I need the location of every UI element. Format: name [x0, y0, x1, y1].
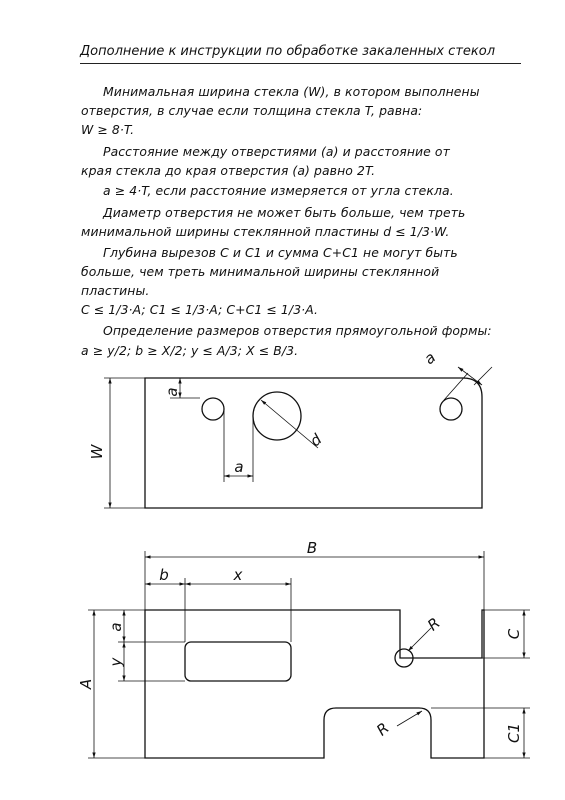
text-line: минимальной ширины стеклянной пластины d ≤ 1/3·W. — [81, 224, 450, 239]
label-d: d — [306, 430, 326, 451]
dim-line-R-bottom — [397, 711, 422, 726]
dim-line-R-top — [408, 628, 431, 651]
text-line: Минимальная ширина стекла (W), в котором выполнены — [103, 84, 480, 99]
text-line: Диаметр отверстия не может быть больше, чем треть — [103, 205, 466, 220]
label-W: W — [88, 444, 106, 460]
label-B: B — [306, 539, 318, 557]
label-x: x — [233, 566, 243, 584]
text-line: пластины. — [81, 283, 150, 298]
label-A: A — [77, 678, 95, 690]
label-R-bottom: R — [373, 718, 393, 740]
label-a-corner: a — [420, 348, 440, 369]
text-line: Расстояние между отверстиями (a) и расстояние от — [103, 144, 450, 159]
document-title: Дополнение к инструкции по обработке закаленных стекол — [80, 44, 496, 59]
label-b: b — [159, 566, 169, 584]
rectangular-hole — [185, 642, 291, 681]
text-line: больше, чем треть минимальной ширины стеклянной — [81, 264, 440, 279]
text-line: Глубина вырезов C и C1 и сумма C+C1 не могут быть — [103, 245, 458, 260]
label-a-bottom: a — [234, 458, 244, 476]
label-a: a — [107, 622, 125, 632]
text-line: C ≤ 1/3·A; C1 ≤ 1/3·A; C+C1 ≤ 1/3·A. — [81, 302, 319, 317]
hole-small-left — [202, 398, 224, 420]
dim-line-a-corner — [458, 367, 482, 385]
label-R-top: R — [424, 613, 444, 635]
text-line: a ≥ 4·T, если расстояние измеряется от угла стекла. — [103, 183, 454, 198]
hole-large — [253, 392, 301, 440]
text-line: отверстия, в случае если толщина стекла T, равна: — [81, 103, 423, 118]
label-y: y — [107, 657, 125, 667]
label-C: C — [505, 628, 523, 640]
drawing-cutouts — [88, 551, 530, 758]
label-a-top: a — [163, 387, 181, 397]
text-line: W ≥ 8·T. — [81, 122, 135, 137]
text-line: Определение размеров отверстия прямоугольной формы: — [103, 323, 492, 338]
hole-small-right — [440, 398, 462, 420]
text-line: a ≥ y/2; b ≥ X/2; y ≤ A/3; X ≤ B/3. — [81, 343, 299, 358]
label-C1: C1 — [505, 722, 523, 744]
text-line: края стекла до края отверстия (a) равно 2T. — [81, 163, 376, 178]
